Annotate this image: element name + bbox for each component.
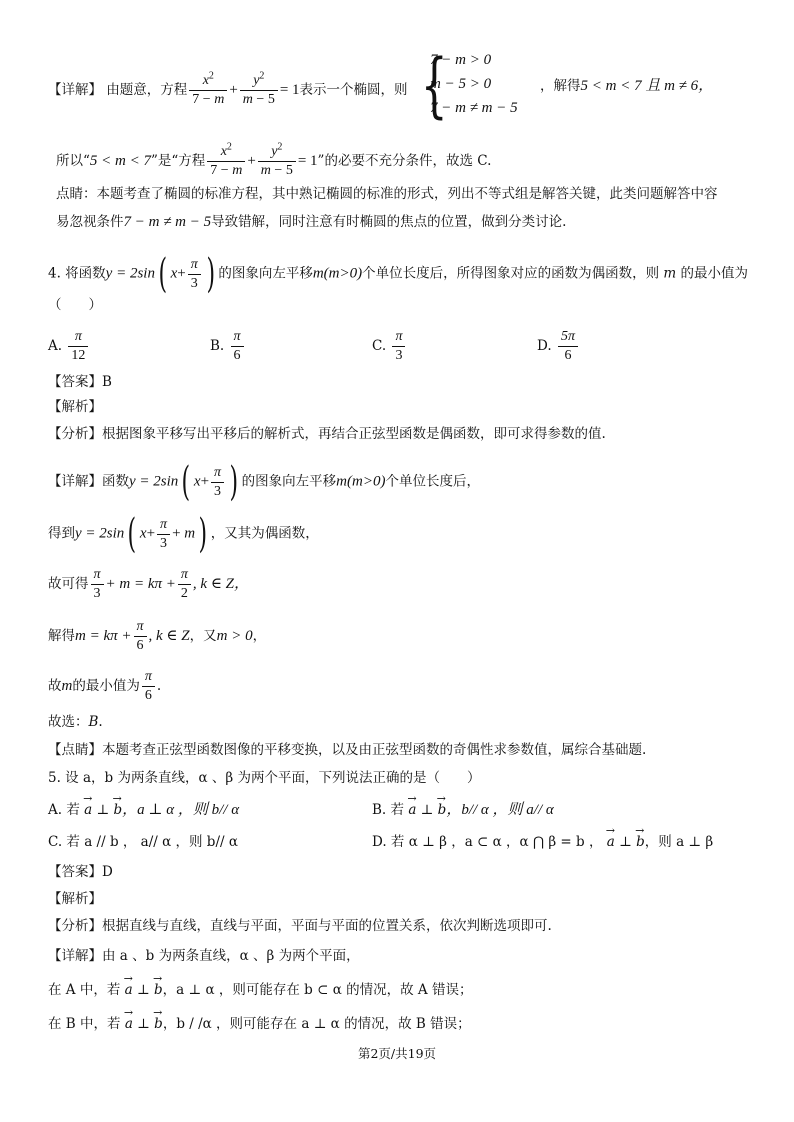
text: 故 xyxy=(48,678,62,694)
text: D. 若 α ⊥ β ，a ⊂ α ，α ⋂ β = b ， xyxy=(372,834,603,850)
text: 根据图象平移写出平移后的解析式，再结合正弦型函数是偶函数，即可求得参数的值. xyxy=(102,426,606,442)
tag: 【答案】 xyxy=(48,864,102,880)
answer-value: D xyxy=(102,864,113,880)
text: ，则 a ⊥ β xyxy=(644,834,714,850)
func: y = 2sin xyxy=(75,525,125,542)
tag: 【分析】 xyxy=(48,426,102,442)
q4-option-d[interactable] xyxy=(537,328,580,365)
perp: ⊥ xyxy=(137,982,150,998)
q4-stem: 4. 将函数y = 2sin( x+ $\frac{\pi}{3}$ ) 的图象向左平移m(m>0)个单位长度后，所得图象对应的函数为偶函数，则 m 的最小值为 xyxy=(48,251,749,297)
q4-analysis-tag: 【解析】 xyxy=(48,399,102,415)
q4-option-b[interactable] xyxy=(210,328,246,365)
text: ，又其为偶函数， xyxy=(210,525,319,542)
q4-dianjing xyxy=(48,740,646,760)
text: C. 若 a // b ， a// α ，则 b// α xyxy=(48,834,238,850)
q4-blank: （ ） xyxy=(48,297,102,313)
q5-option-a[interactable]: A. 若 → a ⊥ → b，a ⊥ α ，则 b// α xyxy=(48,800,239,820)
m-cond: m(m>0) xyxy=(312,265,363,282)
text: 个单位长度后，所得图象对应的函数为偶函数，则 xyxy=(362,265,660,282)
text: ，b / /α ，则可能存在 a ⊥ α 的情况，故 B 错误； xyxy=(162,1016,471,1032)
q4-detail-1: 【详解】函数y = 2sin( x+ $\frac{\pi}{3}$ ) 的图象向左平移m(m>0)个单位长度后， xyxy=(48,459,480,505)
text: 由 a 、b 为两条直线，α 、β 为两个平面， xyxy=(102,948,360,964)
tag: 【详解】 xyxy=(48,473,102,490)
tag: 【详解】 xyxy=(48,948,102,964)
text: 故选： xyxy=(48,714,89,730)
eq: , k ∈ Z xyxy=(148,628,190,644)
system-line-3: 7 − m ≠ m − 5 xyxy=(430,100,518,116)
num: π xyxy=(68,328,88,347)
num: 5π xyxy=(558,328,578,347)
m-cond: m(m>0) xyxy=(336,473,386,490)
text: 本题考查正弦型函数图像的平移变换，以及由正弦型函数的奇偶性求参数值，属综合基础题. xyxy=(102,742,647,758)
cond: 5 < m < 7 xyxy=(89,153,151,169)
text: 导致错解，同时注意有时椭圆的焦点的位置，做到分类讨论. xyxy=(211,214,567,230)
fraction-y2b: $\frac{y^2}{m - 5}$ xyxy=(258,143,296,180)
text: 个单位长度后， xyxy=(385,473,480,490)
q4-fenxi xyxy=(48,424,606,444)
letter: B. 若 xyxy=(372,802,405,818)
fraction-x2b: $\frac{x^2}{7 - m}$ xyxy=(207,143,245,180)
answer-value: B xyxy=(102,374,112,390)
system-line-1: 7 − m > 0 xyxy=(430,52,492,68)
m: m xyxy=(61,678,73,694)
perp: ⊥ xyxy=(137,1016,150,1032)
q5-detail-b: 在 B 中，若 → a ⊥ → b，b / /α ，则可能存在 a ⊥ α 的情况，故 B 错误； xyxy=(48,1014,471,1034)
q4-detail-4: 解得m = kπ + $\frac{\pi}{6}$ , k ∈ Z，又m > 0， xyxy=(48,619,267,653)
text: ，b// α ，则 a// α xyxy=(446,802,554,818)
func: y = 2sin xyxy=(105,265,155,282)
den: 6 xyxy=(564,348,572,363)
note-line-1: 点睛：本题考查了椭圆的标准方程，其中熟记椭圆的标准的形式，列出不等式组是解答关键，此类问题解答中容 xyxy=(56,186,718,202)
text: ，a ⊥ α ，则 b// α xyxy=(122,802,240,818)
tag: 【分析】 xyxy=(48,918,102,934)
text: 的图象向左平移 xyxy=(241,473,337,490)
q4-option-a[interactable] xyxy=(48,328,90,365)
detail-line-2: 所以“5 < m < 7”是“方程 $\frac{x^2}{7 - m}$ + $\frac{y^2}{m - 5}$ = 1”的必要不充分条件，故选 C. xyxy=(56,141,492,178)
den: 3 xyxy=(395,348,403,363)
text: 表示一个椭圆，则 xyxy=(299,82,408,98)
eq: + m = kπ + xyxy=(105,576,176,592)
cond: 5 < m < 7 且 m ≠ 6， xyxy=(580,78,714,94)
text: 在 A 中，若 xyxy=(48,982,121,998)
text: 在 B 中，若 xyxy=(48,1016,121,1032)
q5-detail-1 xyxy=(48,946,360,966)
num: π xyxy=(231,328,244,347)
text: 的图象向左平移 xyxy=(218,265,313,282)
q5-option-b[interactable]: B. 若 → a ⊥ → b，b// α ，则 a// α xyxy=(372,800,554,820)
q4-answer xyxy=(48,372,112,392)
eq: m > 0 xyxy=(216,628,253,644)
q5-answer xyxy=(48,862,113,882)
text: ”是“方程 xyxy=(150,153,206,169)
text: ， xyxy=(252,628,267,644)
text: 的最小值为 xyxy=(680,265,749,282)
system-brace: { xyxy=(420,44,448,126)
text: ，解得 xyxy=(540,78,581,94)
perp: ⊥ xyxy=(96,802,110,818)
text: 得到 xyxy=(48,525,75,542)
text: 的最小值为 xyxy=(72,678,140,694)
text: 函数 xyxy=(102,473,129,490)
text: ，又 xyxy=(189,628,217,644)
text: . xyxy=(156,678,162,694)
note-line-2 xyxy=(56,212,566,232)
text: . xyxy=(98,714,103,730)
q4-detail-2: 得到y = 2sin( x+ $\frac{\pi}{3}$ + m) ，又其为偶函数， xyxy=(48,511,319,557)
tag-detail: 【详解】 xyxy=(48,82,102,98)
letter: B. xyxy=(210,338,225,354)
q4-detail-5: 故m的最小值为 $\frac{\pi}{6}$ . xyxy=(48,669,162,703)
eq: m = kπ + xyxy=(75,628,132,644)
page-footer: 第2页/共19页 xyxy=(357,1046,437,1061)
q4-option-c[interactable] xyxy=(372,328,407,365)
text: 由题意，方程 xyxy=(106,82,188,98)
eq: , k ∈ Z， xyxy=(192,576,250,592)
fraction-x2: $\frac{x^2}{7 - m}$ xyxy=(189,72,227,109)
text: 根据直线与直线，直线与平面，平面与平面的位置关系，依次判断选项即可. xyxy=(102,918,552,934)
q5-fenxi xyxy=(48,916,552,936)
solve-cond xyxy=(540,76,713,96)
letter: D. xyxy=(537,338,552,354)
text: 4. 将函数 xyxy=(48,265,106,282)
perp: ⊥ xyxy=(619,834,632,850)
den: 6 xyxy=(233,348,241,363)
q4-detail-6 xyxy=(48,712,103,732)
system-line-2: m − 5 > 0 xyxy=(430,76,492,92)
func: y = 2sin xyxy=(129,473,179,490)
fraction-y2: $\frac{y^2}{m - 5}$ xyxy=(240,72,278,109)
text: 易忽视条件 xyxy=(56,214,124,230)
letter: A. 若 xyxy=(48,802,80,818)
num: π xyxy=(392,328,405,347)
q5-option-c[interactable] xyxy=(48,832,238,852)
q4-detail-3: 故可得 $\frac{\pi}{3}$ + m = kπ + $\frac{\pi}{2}$ , k ∈ Z， xyxy=(48,567,250,601)
q5-detail-a: 在 A 中，若 → a ⊥ → b，a ⊥ α ，则可能存在 b ⊂ α 的情况，故 A 错误； xyxy=(48,980,472,1000)
text: ，a ⊥ α ，则可能存在 b ⊂ α 的情况，故 A 错误； xyxy=(162,982,473,998)
letter: C. xyxy=(372,338,387,354)
cond: 7 − m ≠ m − 5 xyxy=(123,214,212,230)
perp: ⊥ xyxy=(420,802,434,818)
text: 故可得 xyxy=(48,576,89,592)
text: 所以“ xyxy=(56,153,90,169)
den: 12 xyxy=(71,348,86,363)
tag: 【点睛】 xyxy=(48,742,102,758)
tag: 【答案】 xyxy=(48,374,102,390)
letter: A. xyxy=(48,338,63,354)
text: ”的必要不充分条件，故选 C. xyxy=(317,153,492,169)
q5-stem: 5. 设 a，b 为两条直线，α 、β 为两个平面，下列说法正确的是（ ） xyxy=(48,770,481,786)
text: 解得 xyxy=(48,628,75,644)
q5-analysis-tag: 【解析】 xyxy=(48,891,102,907)
text: B xyxy=(88,714,99,730)
q5-option-d[interactable]: D. 若 α ⊥ β ，a ⊂ α ，α ⋂ β = b ， → a ⊥ → b，则 a ⊥ β xyxy=(372,832,713,852)
detail-line-1: 【详解】 由题意，方程 $\frac{x^2}{7 - m}$ + $\frac{y^2}{m - 5}$ = 1表示一个椭圆，则 xyxy=(48,70,408,107)
